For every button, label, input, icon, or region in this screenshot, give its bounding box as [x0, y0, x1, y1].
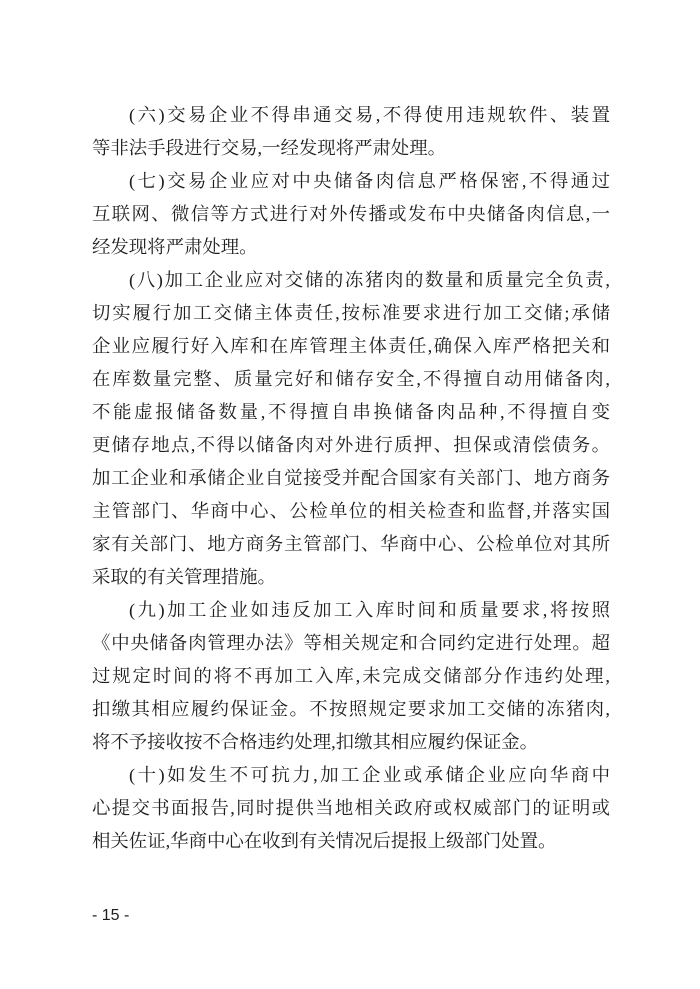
text-line: 经发现将严肃处理。 [92, 237, 258, 257]
text-line: 切实履行加工交储主体责任,按标准要求进行加工交储;承储 [92, 303, 610, 323]
paragraph-clause-8 [92, 264, 610, 594]
document-body [92, 99, 610, 858]
text-line: 扣缴其相应履约保证金。不按照规定要求加工交储的冻猪肉, [92, 699, 610, 719]
text-line: (八)加工企业应对交储的冻猪肉的数量和质量完全负责, [129, 270, 610, 290]
text-line: (六)交易企业不得串通交易,不得使用违规软件、装置 [129, 105, 610, 125]
text-line: 企业应履行好入库和在库管理主体责任,确保入库严格把关和 [92, 336, 610, 356]
text-line: 过规定时间的将不再加工入库,未完成交储部分作违约处理, [92, 666, 610, 686]
text-line: 互联网、微信等方式进行对外传播或发布中央储备肉信息,一 [92, 204, 610, 224]
paragraph-clause-10 [92, 759, 610, 858]
paragraph-clause-6 [92, 99, 610, 165]
text-line: (十)如发生不可抗力,加工企业或承储企业应向华商中 [129, 765, 610, 785]
text-line: 心提交书面报告,同时提供当地相关政府或权威部门的证明或 [92, 798, 610, 818]
page-number: - 15 - [92, 907, 130, 924]
text-line: (九)加工企业如违反加工入库时间和质量要求,将按照 [129, 600, 610, 620]
text-line: 主管部门、华商中心、公检单位的相关检查和监督,并落实国 [92, 501, 610, 521]
text-line: 采取的有关管理措施。 [92, 567, 276, 587]
text-line: 将不予接收按不合格违约处理,扣缴其相应履约保证金。 [92, 732, 538, 752]
text-line: 加工企业和承储企业自觉接受并配合国家有关部门、地方商务 [92, 468, 610, 488]
text-line: 更储存地点,不得以储备肉对外进行质押、担保或清偿债务。 [92, 435, 610, 455]
text-line: 家有关部门、地方商务主管部门、华商中心、公检单位对其所 [92, 534, 610, 554]
text-line: 在库数量完整、质量完好和储存安全,不得擅自动用储备肉, [92, 369, 610, 389]
text-line: (七)交易企业应对中央储备肉信息严格保密,不得通过 [129, 171, 610, 191]
text-line: 等非法手段进行交易,一经发现将严肃处理。 [92, 138, 447, 158]
paragraph-clause-9 [92, 594, 610, 759]
text-line: 不能虚报储备数量,不得擅自串换储备肉品种,不得擅自变 [92, 402, 610, 422]
text-line: 《中央储备肉管理办法》等相关规定和合同约定进行处理。超 [92, 633, 610, 653]
text-line: 相关佐证,华商中心在收到有关情况后提报上级部门处置。 [92, 831, 557, 851]
paragraph-clause-7 [92, 165, 610, 264]
